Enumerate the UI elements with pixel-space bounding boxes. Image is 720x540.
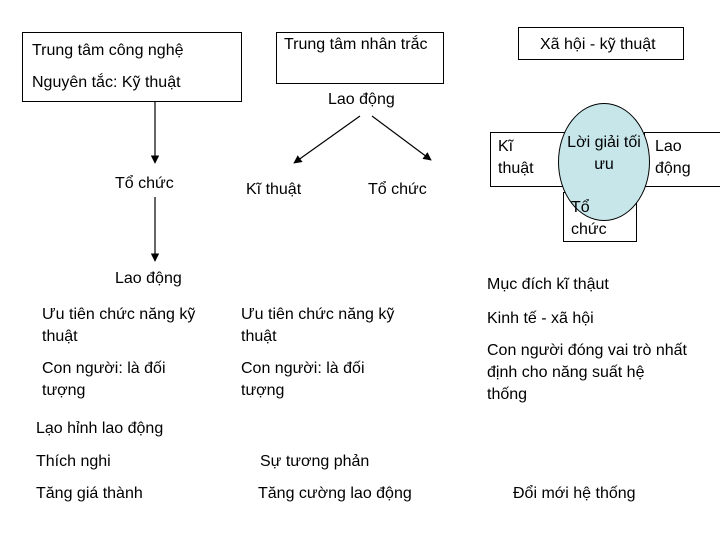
bottom-heading: Lạo hỉnh lao động xyxy=(36,420,164,437)
socio-technical-label: Xã hội - kỹ thuật xyxy=(540,36,656,53)
venn-label-optimal-solution: Lời giải tối ưu xyxy=(567,134,641,173)
bottom-reaction: Sự tương phản xyxy=(260,453,370,470)
left-priority-text: Ưu tiên chức năng kỹ thuật xyxy=(42,306,196,345)
left-node-to-chuc: Tổ chức xyxy=(115,175,174,192)
technology-center-label: Trung tâm công nghệ xyxy=(32,42,184,59)
left-node-lao-dong: Lao động xyxy=(115,270,182,287)
anthropometric-center-label: Trung tâm nhân trắc xyxy=(284,36,428,53)
middle-people-text: Con người: là đối tượng xyxy=(241,360,365,399)
venn-label-to-chuc: Tổ chức xyxy=(571,199,607,238)
bottom-cost: Tăng giá thành xyxy=(36,485,143,502)
right-economy-text: Kinh tế - xã hội xyxy=(487,310,594,327)
technology-principle-label: Nguyên tắc: Kỹ thuật xyxy=(32,74,181,91)
bottom-increase: Tăng cường lao động xyxy=(258,485,412,502)
middle-branch-to-chuc: Tổ chức xyxy=(368,181,427,198)
bottom-adapt: Thích nghi xyxy=(36,453,111,470)
middle-priority-text: Ưu tiên chức năng kỹ thuật xyxy=(241,306,395,345)
venn-label-ki-thuat: Kĩ thuật xyxy=(498,138,534,177)
venn-label-lao-dong: Lao động xyxy=(655,138,691,177)
middle-root-lao-dong: Lao động xyxy=(328,91,395,108)
arrow-to-to-chuc-middle xyxy=(372,116,431,160)
left-people-text: Con người: là đối tượng xyxy=(42,360,166,399)
middle-branch-ki-thuat: Kĩ thuật xyxy=(246,181,302,198)
right-goal-text: Mục đích kĩ thậut xyxy=(487,276,609,293)
right-people-text: Con người đóng vai trò nhất định cho năng suất hệ thống xyxy=(487,342,687,403)
bottom-renew: Đổi mới hệ thống xyxy=(513,485,636,502)
arrow-to-ki-thuat xyxy=(294,116,360,163)
